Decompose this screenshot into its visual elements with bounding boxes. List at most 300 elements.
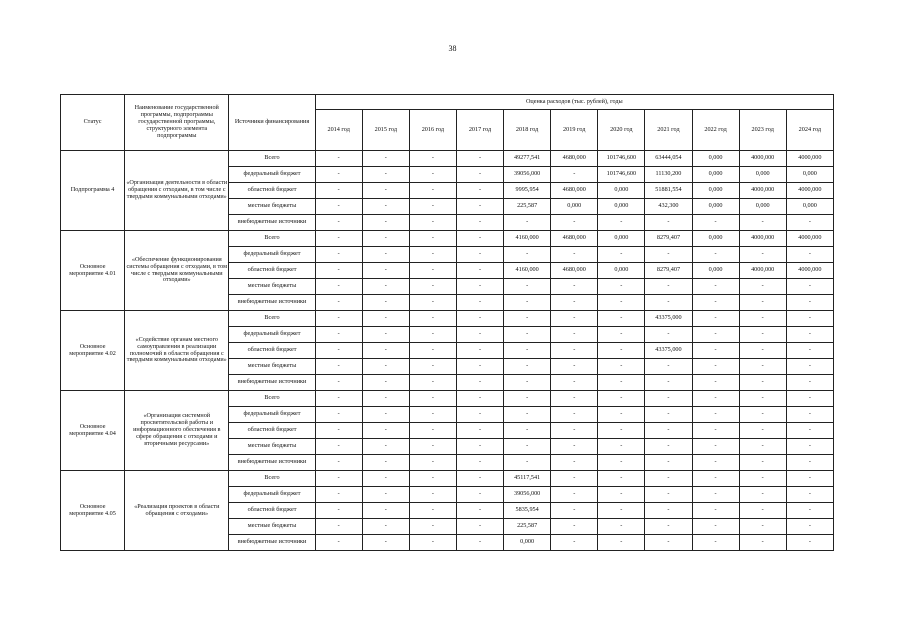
funding-source: внебюджетные источники [229, 375, 315, 391]
amount-cell: - [362, 519, 409, 535]
amount-cell: - [362, 487, 409, 503]
amount-cell: - [362, 215, 409, 231]
amount-cell: - [409, 295, 456, 311]
amount-cell: - [315, 423, 362, 439]
budget-table [60, 94, 834, 551]
amount-cell: 4680,000 [551, 151, 598, 167]
amount-cell: - [315, 455, 362, 471]
amount-cell: - [362, 391, 409, 407]
amount-cell: - [786, 407, 833, 423]
funding-source: местные бюджеты [229, 199, 315, 215]
amount-cell: - [692, 391, 739, 407]
amount-cell: - [409, 455, 456, 471]
table-body [61, 151, 834, 551]
amount-cell: - [362, 407, 409, 423]
amount-cell: - [598, 343, 645, 359]
amount-cell: - [362, 375, 409, 391]
amount-cell: - [551, 327, 598, 343]
amount-cell: 51881,554 [645, 183, 692, 199]
amount-cell: - [739, 215, 786, 231]
amount-cell: - [456, 295, 503, 311]
amount-cell: - [692, 439, 739, 455]
amount-cell: 0,000 [692, 263, 739, 279]
amount-cell: - [315, 151, 362, 167]
header-year: 2021 год [645, 110, 692, 151]
amount-cell: - [739, 519, 786, 535]
page-number: 38 [448, 44, 457, 53]
amount-cell: - [739, 471, 786, 487]
amount-cell: - [504, 375, 551, 391]
amount-cell: - [504, 407, 551, 423]
amount-cell: - [315, 327, 362, 343]
amount-cell: - [409, 519, 456, 535]
amount-cell: 225,587 [504, 199, 551, 215]
amount-cell: - [504, 343, 551, 359]
amount-cell: - [362, 423, 409, 439]
amount-cell: - [598, 423, 645, 439]
funding-source: местные бюджеты [229, 519, 315, 535]
amount-cell: - [315, 535, 362, 551]
amount-cell: - [409, 359, 456, 375]
amount-cell: - [504, 279, 551, 295]
amount-cell: 8279,407 [645, 263, 692, 279]
amount-cell: - [692, 471, 739, 487]
row-name: «Организация системной просветительской работы и информационного обеспечения в сфере обращения с отходами и вторичными ресурсами» [125, 391, 229, 471]
header-sources: Источники финансирования [229, 95, 315, 151]
amount-cell: - [692, 535, 739, 551]
funding-source: местные бюджеты [229, 359, 315, 375]
funding-source: областной бюджет [229, 423, 315, 439]
amount-cell: - [739, 311, 786, 327]
amount-cell: 101746,600 [598, 167, 645, 183]
amount-cell: - [504, 439, 551, 455]
amount-cell: 0,000 [598, 199, 645, 215]
amount-cell: - [786, 375, 833, 391]
table-row [61, 391, 834, 407]
amount-cell: - [551, 423, 598, 439]
amount-cell: - [598, 487, 645, 503]
amount-cell: - [786, 359, 833, 375]
amount-cell: - [315, 295, 362, 311]
amount-cell: - [504, 391, 551, 407]
amount-cell: - [692, 247, 739, 263]
header-year: 2015 год [362, 110, 409, 151]
amount-cell: - [786, 247, 833, 263]
amount-cell: - [739, 487, 786, 503]
amount-cell: - [456, 199, 503, 215]
amount-cell: 4000,000 [739, 263, 786, 279]
funding-source: Всего [229, 151, 315, 167]
amount-cell: - [456, 391, 503, 407]
amount-cell: - [315, 311, 362, 327]
amount-cell: - [739, 343, 786, 359]
amount-cell: - [315, 407, 362, 423]
amount-cell: - [598, 503, 645, 519]
header-year: 2019 год [551, 110, 598, 151]
amount-cell: - [315, 215, 362, 231]
header-year: 2016 год [409, 110, 456, 151]
amount-cell: - [598, 375, 645, 391]
amount-cell: - [362, 167, 409, 183]
amount-cell: - [786, 279, 833, 295]
amount-cell: - [551, 535, 598, 551]
amount-cell: - [409, 439, 456, 455]
amount-cell: 45117,541 [504, 471, 551, 487]
amount-cell: - [645, 407, 692, 423]
funding-source: Всего [229, 391, 315, 407]
funding-source: областной бюджет [229, 183, 315, 199]
amount-cell: 0,000 [692, 231, 739, 247]
funding-source: областной бюджет [229, 503, 315, 519]
amount-cell: - [362, 327, 409, 343]
amount-cell: 4000,000 [739, 151, 786, 167]
amount-cell: - [456, 407, 503, 423]
table-row [61, 151, 834, 167]
amount-cell: - [598, 519, 645, 535]
amount-cell: - [409, 343, 456, 359]
header-year: 2014 год [315, 110, 362, 151]
amount-cell: - [409, 311, 456, 327]
amount-cell: - [504, 311, 551, 327]
amount-cell: - [692, 407, 739, 423]
amount-cell: - [786, 423, 833, 439]
amount-cell: - [409, 215, 456, 231]
amount-cell: - [645, 295, 692, 311]
amount-cell: 8279,407 [645, 231, 692, 247]
amount-cell: - [315, 279, 362, 295]
table-row [61, 471, 834, 487]
amount-cell: - [362, 247, 409, 263]
amount-cell: - [645, 503, 692, 519]
funding-source: федеральный бюджет [229, 167, 315, 183]
amount-cell: - [409, 247, 456, 263]
amount-cell: - [739, 535, 786, 551]
amount-cell: 0,000 [692, 167, 739, 183]
header-year: 2022 год [692, 110, 739, 151]
amount-cell: - [409, 279, 456, 295]
funding-source: внебюджетные источники [229, 295, 315, 311]
amount-cell: 0,000 [504, 535, 551, 551]
amount-cell: 0,000 [786, 167, 833, 183]
amount-cell: 39056,000 [504, 167, 551, 183]
funding-source: внебюджетные источники [229, 215, 315, 231]
amount-cell: - [786, 343, 833, 359]
row-status: Основное мероприятие 4.04 [61, 391, 125, 471]
amount-cell: - [409, 487, 456, 503]
amount-cell: - [315, 183, 362, 199]
amount-cell: - [692, 215, 739, 231]
amount-cell: 0,000 [598, 231, 645, 247]
amount-cell: - [456, 167, 503, 183]
amount-cell: - [645, 487, 692, 503]
amount-cell: - [409, 535, 456, 551]
amount-cell: - [645, 359, 692, 375]
amount-cell: - [456, 183, 503, 199]
amount-cell: 101746,600 [598, 151, 645, 167]
amount-cell: - [315, 247, 362, 263]
amount-cell: - [551, 295, 598, 311]
header-year: 2024 год [786, 110, 833, 151]
amount-cell: 49277,541 [504, 151, 551, 167]
amount-cell: - [315, 231, 362, 247]
amount-cell: - [456, 215, 503, 231]
amount-cell: - [739, 375, 786, 391]
funding-source: областной бюджет [229, 343, 315, 359]
amount-cell: - [551, 359, 598, 375]
amount-cell: - [739, 423, 786, 439]
amount-cell: 225,587 [504, 519, 551, 535]
funding-source: внебюджетные источники [229, 455, 315, 471]
amount-cell: - [362, 311, 409, 327]
amount-cell: - [362, 503, 409, 519]
amount-cell: - [551, 167, 598, 183]
amount-cell: - [362, 343, 409, 359]
amount-cell: - [362, 231, 409, 247]
amount-cell: - [409, 407, 456, 423]
amount-cell: - [504, 359, 551, 375]
amount-cell: - [786, 311, 833, 327]
amount-cell: - [739, 359, 786, 375]
funding-source: Всего [229, 471, 315, 487]
amount-cell: 39056,000 [504, 487, 551, 503]
amount-cell: - [598, 279, 645, 295]
amount-cell: - [409, 167, 456, 183]
amount-cell: - [598, 359, 645, 375]
amount-cell: - [409, 391, 456, 407]
amount-cell: - [786, 503, 833, 519]
amount-cell: - [598, 439, 645, 455]
amount-cell: - [786, 215, 833, 231]
amount-cell: 0,000 [551, 199, 598, 215]
amount-cell: - [362, 295, 409, 311]
amount-cell: - [645, 519, 692, 535]
amount-cell: - [786, 327, 833, 343]
amount-cell: - [456, 455, 503, 471]
amount-cell: - [598, 215, 645, 231]
amount-cell: - [362, 199, 409, 215]
amount-cell: - [409, 263, 456, 279]
amount-cell: - [315, 487, 362, 503]
funding-source: Всего [229, 231, 315, 247]
amount-cell: - [739, 247, 786, 263]
amount-cell: 0,000 [739, 199, 786, 215]
amount-cell: - [692, 343, 739, 359]
amount-cell: - [551, 439, 598, 455]
table-row [61, 311, 834, 327]
amount-cell: - [456, 487, 503, 503]
amount-cell: - [504, 215, 551, 231]
amount-cell: - [551, 343, 598, 359]
amount-cell: - [362, 455, 409, 471]
amount-cell: - [504, 295, 551, 311]
amount-cell: - [409, 375, 456, 391]
amount-cell: - [456, 343, 503, 359]
amount-cell: - [362, 151, 409, 167]
amount-cell: - [409, 471, 456, 487]
amount-cell: - [692, 487, 739, 503]
amount-cell: 0,000 [786, 199, 833, 215]
amount-cell: 0,000 [739, 167, 786, 183]
amount-cell: - [315, 263, 362, 279]
amount-cell: - [739, 455, 786, 471]
amount-cell: 4000,000 [786, 263, 833, 279]
amount-cell: 4000,000 [739, 231, 786, 247]
amount-cell: - [504, 455, 551, 471]
amount-cell: - [645, 247, 692, 263]
amount-cell: - [362, 471, 409, 487]
amount-cell: - [456, 359, 503, 375]
amount-cell: - [551, 519, 598, 535]
header-year: 2017 год [456, 110, 503, 151]
amount-cell: - [739, 391, 786, 407]
amount-cell: 4160,000 [504, 231, 551, 247]
amount-cell: - [315, 471, 362, 487]
amount-cell: - [551, 407, 598, 423]
amount-cell: - [645, 375, 692, 391]
header-year: 2018 год [504, 110, 551, 151]
amount-cell: - [739, 503, 786, 519]
amount-cell: - [739, 295, 786, 311]
row-name: «Организация деятельности в области обращения с отходами, в том числе с твердыми коммунальными отходами» [125, 151, 229, 231]
amount-cell: - [456, 519, 503, 535]
amount-cell: - [551, 487, 598, 503]
amount-cell: - [456, 247, 503, 263]
amount-cell: - [645, 439, 692, 455]
header-name: Наименование государственной программы, подпрограммы государственной программы, структурного элемента подпрограммы [125, 95, 229, 151]
amount-cell: - [456, 327, 503, 343]
amount-cell: - [786, 471, 833, 487]
amount-cell: - [362, 263, 409, 279]
amount-cell: - [315, 439, 362, 455]
amount-cell: - [315, 359, 362, 375]
amount-cell: - [456, 263, 503, 279]
amount-cell: - [409, 327, 456, 343]
amount-cell: - [692, 519, 739, 535]
amount-cell: - [692, 279, 739, 295]
amount-cell: - [645, 279, 692, 295]
amount-cell: - [315, 167, 362, 183]
amount-cell: - [362, 279, 409, 295]
amount-cell: - [598, 455, 645, 471]
amount-cell: - [315, 503, 362, 519]
funding-source: областной бюджет [229, 263, 315, 279]
amount-cell: - [315, 375, 362, 391]
amount-cell: - [551, 375, 598, 391]
amount-cell: - [645, 535, 692, 551]
amount-cell: - [598, 471, 645, 487]
amount-cell: - [409, 199, 456, 215]
header-year: 2023 год [739, 110, 786, 151]
amount-cell: - [786, 295, 833, 311]
amount-cell: - [551, 471, 598, 487]
amount-cell: - [786, 519, 833, 535]
amount-cell: - [551, 391, 598, 407]
amount-cell: - [504, 327, 551, 343]
row-status: Основное мероприятие 4.05 [61, 471, 125, 551]
amount-cell: - [315, 199, 362, 215]
amount-cell: - [598, 407, 645, 423]
amount-cell: - [692, 503, 739, 519]
amount-cell: 9995,954 [504, 183, 551, 199]
amount-cell: 4680,000 [551, 263, 598, 279]
amount-cell: - [645, 391, 692, 407]
amount-cell: - [504, 423, 551, 439]
amount-cell: 0,000 [692, 199, 739, 215]
amount-cell: - [598, 535, 645, 551]
table-row [61, 231, 834, 247]
amount-cell: - [362, 535, 409, 551]
amount-cell: - [409, 423, 456, 439]
funding-source: местные бюджеты [229, 439, 315, 455]
funding-source: федеральный бюджет [229, 487, 315, 503]
amount-cell: - [645, 327, 692, 343]
amount-cell: - [456, 503, 503, 519]
amount-cell: 4680,000 [551, 231, 598, 247]
amount-cell: 432,300 [645, 199, 692, 215]
amount-cell: - [456, 471, 503, 487]
amount-cell: - [456, 151, 503, 167]
amount-cell: 0,000 [692, 151, 739, 167]
amount-cell: - [362, 183, 409, 199]
amount-cell: 4680,000 [551, 183, 598, 199]
amount-cell: - [739, 407, 786, 423]
amount-cell: 43375,000 [645, 311, 692, 327]
amount-cell: - [456, 311, 503, 327]
amount-cell: 11130,200 [645, 167, 692, 183]
row-status: Основное мероприятие 4.01 [61, 231, 125, 311]
amount-cell: - [315, 343, 362, 359]
amount-cell: 4160,000 [504, 263, 551, 279]
amount-cell: - [645, 471, 692, 487]
amount-cell: - [645, 215, 692, 231]
amount-cell: - [692, 423, 739, 439]
amount-cell: 0,000 [598, 263, 645, 279]
amount-cell: 4000,000 [786, 151, 833, 167]
header-year: 2020 год [598, 110, 645, 151]
amount-cell: - [409, 183, 456, 199]
amount-cell: 43375,000 [645, 343, 692, 359]
row-name: «Реализация проектов в области обращения с отходами» [125, 471, 229, 551]
amount-cell: - [786, 439, 833, 455]
funding-source: федеральный бюджет [229, 327, 315, 343]
amount-cell: - [598, 391, 645, 407]
amount-cell: - [692, 359, 739, 375]
row-name: «Обеспечение функционирования системы обращения с отходами, в том числе с твердыми коммунальными отходами» [125, 231, 229, 311]
amount-cell: - [551, 455, 598, 471]
header-estimate: Оценка расходов (тыс. рублей), годы [315, 95, 833, 110]
amount-cell: - [456, 231, 503, 247]
amount-cell: - [739, 327, 786, 343]
amount-cell: - [692, 295, 739, 311]
amount-cell: - [692, 327, 739, 343]
amount-cell: - [456, 535, 503, 551]
row-status: Основное мероприятие 4.02 [61, 311, 125, 391]
amount-cell: - [786, 391, 833, 407]
amount-cell: - [645, 423, 692, 439]
amount-cell: 5835,954 [504, 503, 551, 519]
amount-cell: - [409, 151, 456, 167]
funding-source: федеральный бюджет [229, 247, 315, 263]
amount-cell: - [598, 311, 645, 327]
funding-source: Всего [229, 311, 315, 327]
amount-cell: - [362, 439, 409, 455]
funding-source: внебюджетные источники [229, 535, 315, 551]
amount-cell: 4000,000 [786, 231, 833, 247]
row-status: Подпрограмма 4 [61, 151, 125, 231]
amount-cell: - [551, 503, 598, 519]
amount-cell: - [551, 279, 598, 295]
amount-cell: - [739, 439, 786, 455]
